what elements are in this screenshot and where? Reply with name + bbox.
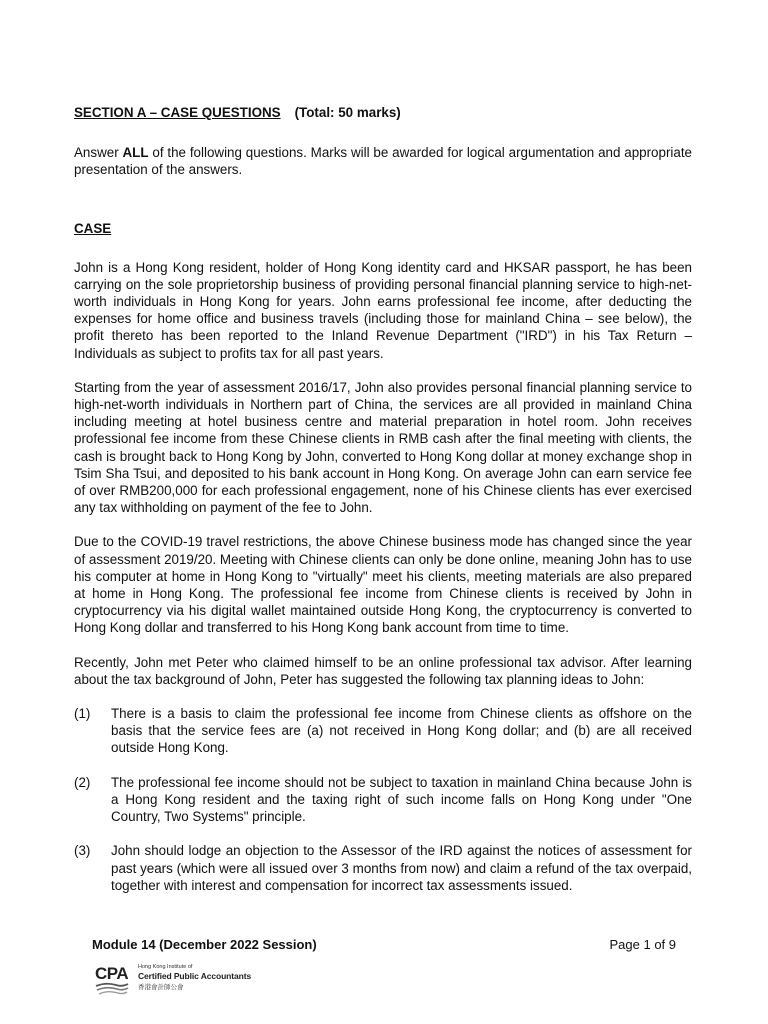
list-item-text: John should lodge an objection to the Assessor of the IRD against the notices of assessment for past years (which were all issued over 3 months from now) and claim a refund of the tax overpaid, together with interest and compensation for incorrect tax assessments issued.: [111, 843, 692, 893]
case-paragraph-3: Due to the COVID-19 travel restrictions, the above Chinese business mode has changed since the year of assessment 2019/20. Meeting with Chinese clients can only be done online, meaning John has to use his computer at home in Hong Kong to "virtually" meet his clients, meeting materials are also prepared at home in Hong Kong. The professional fee income from Chinese clients is received by John in cryptocurrency via his digital wallet maintained outside Hong Kong, the cryptocurrency is converted to Hong Kong dollar and transferred to his Hong Kong bank account from time to time.: [74, 534, 692, 636]
list-item-number: (1): [74, 706, 91, 722]
page-content: [74, 104, 692, 911]
hkicpa-logo: [94, 962, 254, 998]
footer-module: Module 14 (December 2022 Session): [92, 937, 317, 952]
case-paragraph-4: Recently, John met Peter who claimed himself to be an online professional tax advisor. After learning about the tax background of John, Peter has suggested the following tax planning ideas to John:: [74, 654, 692, 687]
logo-name: Certified Public Accountants: [138, 971, 252, 981]
instructions-emphasis: ALL: [122, 145, 149, 160]
tax-planning-ideas-list: [74, 705, 692, 894]
list-item-text: There is a basis to claim the professional fee income from Chinese clients as offshore on the basis that the service fees are (a) not received in Hong Kong dollar; and (b) are all received outside Hong Kong.: [111, 706, 692, 756]
section-title: SECTION A – CASE QUESTIONS: [74, 105, 281, 120]
logo-chinese-name: 香港會計師公會: [138, 984, 184, 991]
case-paragraph-1: John is a Hong Kong resident, holder of Hong Kong identity card and HKSAR passport, he has been carrying on the sole proprietorship business of providing personal financial planning service to high-net-worth individuals in Hong Kong for years. John earns professional fee income, after deducting the expenses for home office and business travels (including those for mainland China – see below), the profit thereto has been reported to the Inland Revenue Department ("IRD") in his Tax Return – Individuals as subject to profits tax for all past years.: [74, 259, 692, 361]
instructions-before: Answer: [74, 145, 123, 160]
case-paragraph-2: Starting from the year of assessment 2016/17, John also provides personal financial planning service to high-net-worth individuals in Northern part of China, the services are all provided in mainland China including meeting at hotel business centre and material preparation in hotel room. John receives professional fee income from these Chinese clients in RMB cash after the final meeting with clients, the cash is brought back to Hong Kong by John, converted to Hong Kong dollar at money exchange shop in Tsim Sha Tsui, and deposited to his bank account in Hong Kong. On average John can earn service fee of over RMB200,000 for each professional engagement, none of his Chinese clients has ever exercised any tax withholding on payment of the fee to John.: [74, 379, 692, 516]
case-title: CASE: [74, 221, 112, 237]
page-footer: [92, 937, 676, 955]
list-item: [74, 705, 692, 757]
logo-abbr: CPA: [95, 964, 129, 983]
list-item-number: (2): [74, 774, 91, 790]
instructions: [74, 144, 692, 178]
list-item-number: (3): [74, 843, 91, 859]
footer-page-number: Page 1 of 9: [609, 937, 676, 952]
logo-institute: Hong Kong Institute of: [138, 964, 193, 970]
logo-swoosh-icon: [94, 962, 130, 996]
instructions-after: of the following questions. Marks will be awarded for logical argumentation and appropriate presentation of the answers.: [74, 145, 692, 178]
section-heading: [74, 104, 692, 122]
list-item: [74, 774, 692, 826]
section-total-marks: (Total: 50 marks): [294, 105, 401, 120]
list-item-text: The professional fee income should not be subject to taxation in mainland China because John is a Hong Kong resident and the taxing right of such income falls on Hong Kong under "One Country, Two Systems" principle.: [111, 774, 692, 825]
list-item: [74, 842, 692, 894]
